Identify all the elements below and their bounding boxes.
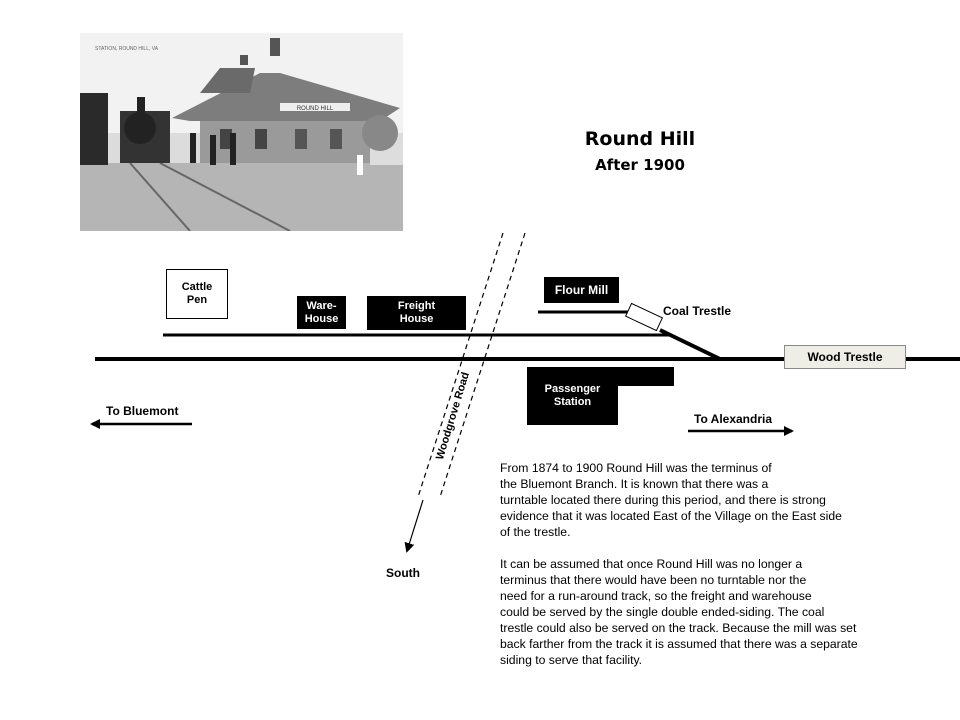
cattle-pen-label: Cattle Pen [181, 281, 213, 306]
woodgrove-road-label: Woodgrove Road [433, 370, 473, 462]
road-edge-left [418, 233, 503, 497]
siding-turnout [660, 330, 720, 359]
wood-trestle-label: Wood Trestle [807, 350, 883, 364]
south-label: South [386, 566, 420, 580]
coal-trestle [626, 303, 663, 330]
freight-house-label: Freight House [397, 300, 436, 325]
flour-mill-box [544, 277, 619, 303]
to-bluemont-label: To Bluemont [106, 404, 179, 418]
diagram-title: Round Hill [584, 128, 696, 150]
freight-house-box [367, 296, 466, 330]
passenger-station-box [527, 367, 618, 425]
warehouse-label: Ware- House [304, 299, 339, 325]
photo-sign: ROUND HILL [296, 106, 334, 112]
to-alexandria-label: To Alexandria [694, 412, 773, 426]
passenger-station-label: Passenger Station [544, 383, 601, 408]
warehouse-box [297, 296, 346, 329]
photo-caption: STATION, ROUND HILL, VA [95, 46, 159, 52]
diagram-subtitle: After 1900 [595, 156, 685, 174]
south-arrow [407, 500, 423, 551]
flour-mill-label: Flour Mill [554, 282, 609, 297]
description-paragraph-1: From 1874 to 1900 Round Hill was the terminus of the Bluemont Branch. It is known that there was a turntable located there during this period, and there is strong evidence that it was located East of the Village on the East side of the trestle. [500, 461, 842, 539]
wood-trestle-box [784, 345, 906, 369]
cattle-pen-box [166, 269, 228, 319]
road-edge-right [440, 233, 525, 497]
coal-trestle-label: Coal Trestle [663, 304, 732, 318]
description-paragraph-2: It can be assumed that once Round Hill was no longer a terminus that there would have been no turntable nor the need for a run-around track, so the freight and warehouse could be served by the single double ended-siding. The coal trestle could also be served on the track. Because the mill was set back farther from the track it is assumed that there was a separate siding to serve that facility. [500, 557, 858, 667]
